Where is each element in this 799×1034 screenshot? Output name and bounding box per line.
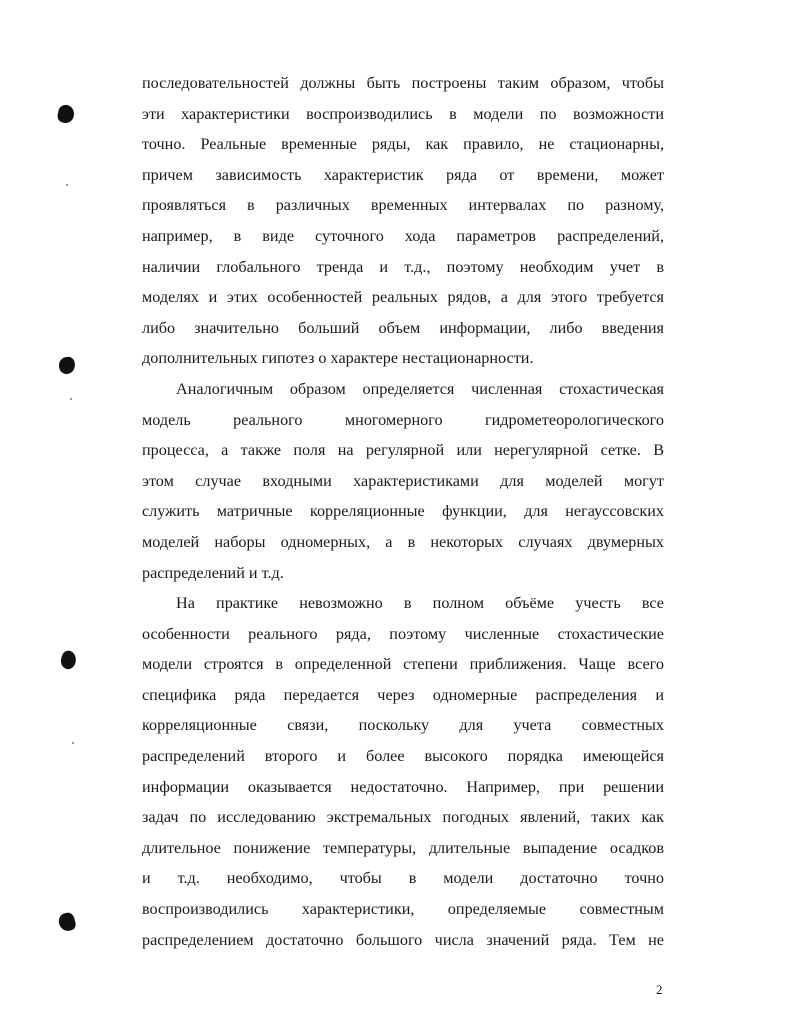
text-line: и т.д. необходимо, чтобы в модели достаточно точно <box>142 869 664 888</box>
text-line: служить матричные корреляционные функции, для негауссовских <box>142 502 664 521</box>
text-line: модель реального многомерного гидрометеорологического <box>142 410 664 429</box>
text-line: задач по исследованию экстремальных погодных явлений, таких как <box>142 808 664 827</box>
punch-hole-mark <box>57 911 77 933</box>
text-line: дополнительных гипотез о характере нестационарности. <box>142 349 534 368</box>
text-line: модели строятся в определенной степени приближения. Чаще всего <box>142 655 664 674</box>
paragraph-first-line: На практике невозможно в полном объёме учесть все <box>176 594 664 613</box>
paragraph-first-line: Аналогичным образом определяется численная стохастическая <box>176 379 664 398</box>
text-line: специфика ряда передается через одномерные распределения и <box>142 685 664 704</box>
page-number: 2 <box>656 982 663 997</box>
text-line: наличии глобального тренда и т.д., поэтому необходим учет в <box>142 257 664 276</box>
punch-hole-mark <box>58 356 76 375</box>
text-line: распределением достаточно большого числа значений ряда. Тем не <box>142 930 664 949</box>
scan-speck <box>66 184 68 186</box>
text-line: эти характеристики воспроизводились в модели по возможности <box>142 104 664 123</box>
text-line: особенности реального ряда, поэтому численные стохастические <box>142 624 664 643</box>
body-text <box>142 68 664 955</box>
text-line: последовательностей должны быть построены таким образом, чтобы <box>142 74 664 92</box>
text-line: точно. Реальные временные ряды, как правило, не стационарны, <box>142 135 664 154</box>
text-line: процесса, а также поля на регулярной или нерегулярной сетке. В <box>142 441 664 460</box>
text-line: проявляться в различных временных интервалах по разному, <box>142 196 664 215</box>
text-line: информации оказывается недостаточно. Например, при решении <box>142 777 664 796</box>
text-line: например, в виде суточного хода параметров распределений, <box>142 226 664 245</box>
punch-hole-mark <box>58 649 78 671</box>
scan-speck <box>70 398 72 400</box>
text-line: воспроизводились характеристики, определяемые совместным <box>142 900 664 919</box>
text-line: длительное понижение температуры, длительные выпадение осадков <box>142 838 664 857</box>
text-line: либо значительно больший объем информации, либо введения <box>142 318 664 337</box>
text-line: моделях и этих особенностей реальных рядов, а для этого требуется <box>142 288 664 307</box>
text-line: причем зависимость характеристик ряда от времени, может <box>142 165 664 184</box>
text-line: распределений второго и более высокого порядка имеющейся <box>142 747 664 766</box>
text-line: этом случае входными характеристиками для моделей могут <box>142 471 664 490</box>
text-line: распределений и т.д. <box>142 563 284 582</box>
scan-speck <box>72 742 74 744</box>
text-line: моделей наборы одномерных, а в некоторых случаях двумерных <box>142 532 664 551</box>
text-line: корреляционные связи, поскольку для учета совместных <box>142 716 664 735</box>
punch-hole-mark <box>56 104 75 125</box>
